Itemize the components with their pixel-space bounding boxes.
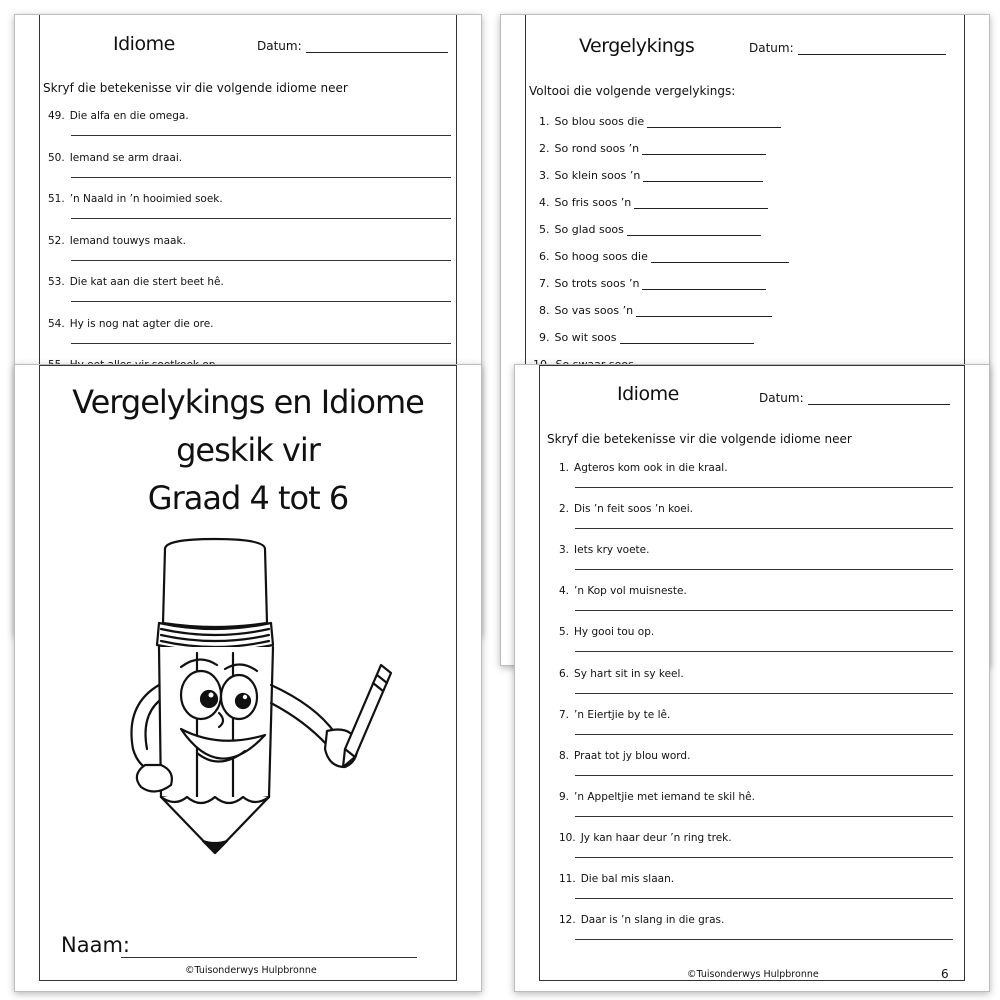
date-label: Datum: (257, 39, 302, 53)
item-text: Die bal mis slaan. (580, 873, 675, 885)
item-text: So klein soos ’n (554, 169, 641, 182)
answer-line[interactable] (71, 301, 451, 302)
list-item (539, 142, 766, 155)
answer-line[interactable] (575, 651, 953, 652)
item-number: 8. (559, 749, 570, 762)
item-text: Iemand se arm draai. (69, 151, 183, 164)
answer-line[interactable] (71, 135, 451, 136)
item-number: 4. (539, 196, 550, 209)
list-item (539, 331, 754, 344)
item-number: 4. (559, 585, 570, 598)
item-text: Dis ’n feit soos ’n koei. (574, 503, 694, 516)
item-text: Iemand touwys maak. (69, 234, 186, 247)
list-item (559, 585, 687, 597)
answer-blank[interactable] (647, 116, 781, 128)
item-text: So fris soos ’n (554, 196, 632, 209)
item-number: 52. (48, 234, 65, 247)
list-item (48, 318, 214, 330)
list-item (539, 250, 789, 263)
item-number: 7. (539, 277, 550, 290)
item-number: 50. (48, 151, 65, 164)
list-item (559, 503, 693, 515)
item-number: 51. (48, 193, 65, 205)
list-item (539, 277, 766, 290)
list-item (559, 873, 674, 885)
item-text: So trots soos ’n (554, 277, 640, 290)
copyright: ©Tuisonderwys Hulpbronne (185, 965, 317, 976)
item-text: Sy hart sit in sy keel. (574, 667, 684, 680)
list-item (539, 304, 772, 317)
item-text: Praat tot jy blou word. (574, 749, 691, 762)
item-number: 10. (559, 831, 576, 844)
answer-blank[interactable] (642, 143, 766, 155)
answer-line[interactable] (575, 693, 953, 694)
item-number: 5. (559, 626, 570, 639)
item-text: Jy kan haar deur ’n ring trek. (580, 831, 732, 844)
page-number: 6 (941, 967, 949, 981)
list-item (48, 152, 182, 164)
instruction-text: Voltooi die volgende vergelykings: (529, 84, 736, 98)
list-item (559, 462, 728, 474)
item-text: Iets kry voete. (574, 544, 650, 557)
item-number: 7. (559, 708, 570, 721)
answer-blank[interactable] (636, 305, 772, 317)
item-number: 2. (539, 142, 550, 155)
answer-line[interactable] (71, 343, 451, 344)
item-number: 9. (559, 790, 570, 803)
list-item (559, 791, 755, 803)
item-number: 53. (48, 276, 65, 288)
item-text: ’n Kop vol muisneste. (574, 585, 687, 598)
list-item (539, 115, 781, 128)
page-title: Idiome (113, 33, 175, 55)
answer-line[interactable] (71, 260, 451, 261)
item-number: 6. (559, 667, 570, 680)
item-text: Die kat aan die stert beet hê. (69, 276, 224, 288)
list-item (539, 223, 761, 236)
item-number: 9. (539, 331, 550, 344)
answer-blank[interactable] (643, 170, 763, 182)
answer-line[interactable] (71, 218, 451, 219)
list-item (559, 750, 690, 762)
name-line (121, 957, 417, 958)
answer-blank[interactable] (620, 332, 754, 344)
item-number: 2. (559, 503, 570, 516)
cover-page (14, 364, 482, 992)
page-title: Idiome (617, 383, 679, 405)
answer-line[interactable] (575, 898, 953, 899)
item-number: 6. (539, 250, 550, 263)
answer-line[interactable] (575, 487, 953, 488)
item-number: 11. (559, 873, 576, 885)
name-field (61, 933, 130, 957)
item-text: So rond soos ’n (554, 142, 640, 155)
list-item (48, 235, 186, 247)
pencil-mascot-illustration (115, 535, 405, 855)
list-item (539, 169, 763, 182)
list-item (559, 709, 670, 721)
list-item (48, 276, 224, 288)
item-text: Hy is nog nat agter die ore. (69, 317, 214, 330)
list-item (559, 544, 649, 556)
date-line (306, 40, 448, 53)
cover-title-line3: Graad 4 tot 6 (147, 479, 349, 517)
item-text: ’n Appeltjie met iemand te skil hê. (574, 790, 755, 803)
item-number: 1. (559, 462, 570, 474)
answer-blank[interactable] (651, 251, 789, 263)
list-item (48, 193, 223, 205)
item-text: So blou soos die (554, 115, 645, 128)
answer-line[interactable] (575, 569, 953, 570)
list-item (539, 196, 768, 209)
item-number: 5. (539, 223, 550, 236)
item-text: So hoog soos die (554, 250, 648, 263)
copyright: ©Tuisonderwys Hulpbronne (687, 969, 819, 980)
answer-line[interactable] (575, 857, 953, 858)
item-text: So wit soos (554, 331, 617, 344)
item-text: Agteros kom ook in die kraal. (574, 462, 728, 474)
answer-line[interactable] (575, 528, 953, 529)
item-text: ’n Naald in ’n hooimied soek. (69, 193, 223, 205)
answer-blank[interactable] (627, 224, 761, 236)
item-text: So glad soos (554, 223, 624, 236)
answer-line[interactable] (575, 775, 953, 776)
list-item (559, 832, 732, 844)
list-item (559, 626, 654, 638)
item-number: 3. (539, 169, 550, 182)
list-item (559, 668, 684, 680)
cover-title-line1: Vergelykings en Idiome (72, 383, 424, 421)
item-number: 49. (48, 110, 65, 122)
cover-title-line2: geskik vir (176, 431, 320, 469)
item-text: Die alfa en die omega. (69, 110, 189, 122)
answer-line[interactable] (71, 177, 451, 178)
item-number: 12. (559, 914, 576, 927)
answer-line[interactable] (575, 816, 953, 817)
worksheet-idiome-1-12 (514, 364, 990, 992)
date-field (749, 41, 946, 55)
answer-line[interactable] (575, 734, 953, 735)
answer-line[interactable] (575, 610, 953, 611)
item-text: ’n Eiertjie by te lê. (574, 708, 671, 721)
date-label: Datum: (749, 41, 794, 55)
item-text: Daar is ’n slang in die gras. (580, 914, 725, 927)
list-item (48, 110, 189, 122)
answer-blank[interactable] (634, 197, 768, 209)
page-title: Vergelykings (579, 35, 695, 57)
name-label: Naam: (61, 933, 130, 957)
date-field (257, 39, 448, 53)
answer-line[interactable] (575, 939, 953, 940)
date-line (798, 42, 946, 55)
list-item (559, 914, 724, 926)
item-number: 8. (539, 304, 550, 317)
item-number: 1. (539, 115, 550, 128)
item-text: So vas soos ’n (554, 304, 634, 317)
item-number: 3. (559, 544, 570, 557)
instruction-text: Skryf die betekenisse vir die volgende idiome neer (547, 432, 852, 446)
date-field (759, 391, 950, 405)
answer-blank[interactable] (642, 278, 766, 290)
item-text: Hy gooi tou op. (574, 626, 655, 639)
instruction-text: Skryf die betekenisse vir die volgende idiome neer (43, 81, 348, 95)
date-label: Datum: (759, 391, 804, 405)
item-number: 54. (48, 317, 65, 330)
date-line (808, 392, 950, 405)
